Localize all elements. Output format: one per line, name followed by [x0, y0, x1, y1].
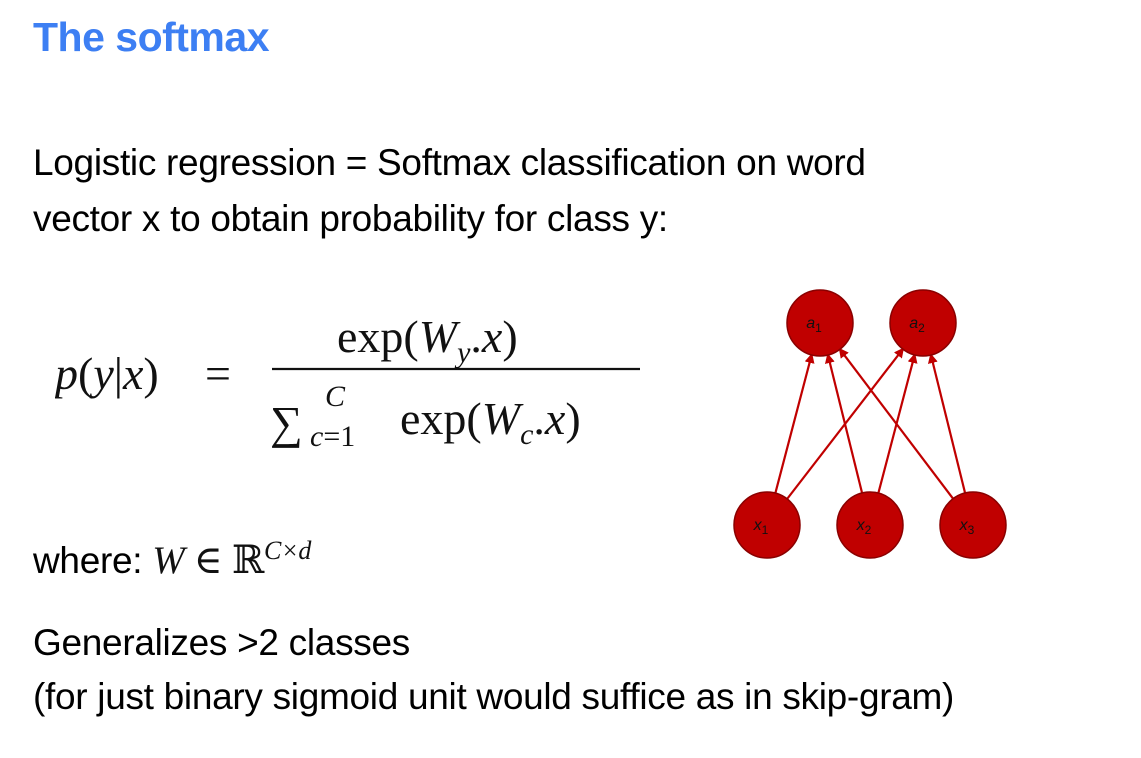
- network-diagram: [720, 285, 1030, 575]
- formula-numerator: $\exp(W_y.x)$: [337, 311, 518, 369]
- input-node-x3: [940, 492, 1006, 558]
- input-node-label: $x_1$: [753, 517, 769, 537]
- where-math: W ∈ ℝ$^{C\times d}$: [152, 536, 312, 582]
- formula-sum-upper: C: [325, 380, 346, 413]
- formula-sum-sign: ∑: [270, 397, 303, 448]
- network-edges: [775, 349, 965, 499]
- network-nodes: [734, 290, 1006, 558]
- edge-x1-to-a1: [775, 355, 811, 493]
- slide-title: The softmax: [33, 14, 269, 60]
- where-label: where:: [33, 540, 143, 581]
- intro-line-2: vector x to obtain probability for class y:: [33, 198, 668, 239]
- output-node-a1: [787, 290, 853, 356]
- output-node-label: $a_2$: [909, 315, 925, 335]
- where-line: [33, 538, 311, 583]
- formula-lhs: p(y|x): [55, 348, 159, 399]
- intro-line-1: Logistic regression = Softmax classification on word: [33, 142, 866, 183]
- input-node-label: $x_3$: [959, 517, 975, 537]
- output-node-label: $a_1$: [806, 315, 822, 335]
- formula-equals: =: [205, 348, 231, 399]
- input-node-x1: [734, 492, 800, 558]
- formula-sum-lower: c=1: [310, 420, 356, 453]
- generalizes-line-2: (for just binary sigmoid unit would suffice as in skip-gram): [33, 676, 955, 717]
- output-node-a2: [890, 290, 956, 356]
- input-node-label: $x_2$: [856, 517, 872, 537]
- generalizes-line-1: Generalizes >2 classes: [33, 622, 410, 663]
- softmax-formula: [55, 300, 655, 460]
- edge-x3-to-a2: [931, 355, 965, 493]
- formula-denominator: $\exp(W_c.x)$: [400, 393, 581, 451]
- input-node-x2: [837, 492, 903, 558]
- edge-x2-to-a1: [828, 355, 862, 493]
